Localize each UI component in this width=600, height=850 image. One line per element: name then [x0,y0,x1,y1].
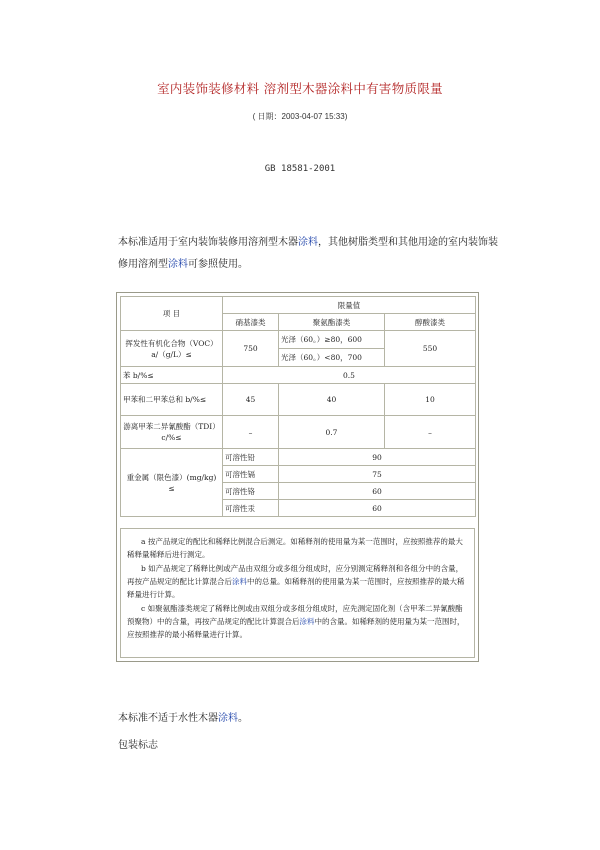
link-coating[interactable]: 涂料 [232,577,247,586]
limits-table [120,296,476,517]
cell-benzene: 0.5 [223,367,476,384]
publish-date: ( 日期：2003-04-07 15:33) [252,112,348,121]
cell-voc-alkyd: 550 [385,331,476,367]
note-c-text-1: c 如聚氨酯漆类规定了稀释比例或由双组分或多组分组成时，应先测定固化剂（含甲苯二异氰酸酯预聚物）中的含量，再按产品规定的配比计算混合后 [127,604,463,626]
link-coating[interactable]: 涂料 [218,713,238,724]
heavy-metal-name: 可溶性镉 [223,466,279,483]
heavy-metal-value: 60 [279,483,476,500]
exclusion-text-2: 。 [238,713,248,724]
row-label-voc: 挥发性有机化合物（VOC）a/（g/L）≤ [121,331,223,367]
heavy-metal-value: 90 [279,449,476,466]
link-coating[interactable]: 涂料 [298,237,318,248]
row-label-toluene: 甲苯和二甲苯总和 b/%≤ [121,384,223,416]
cell-tdi-nitro: – [223,416,279,449]
row-label-heavy-metal: 重金属（限色漆）(mg/kg) ≤ [121,449,223,517]
header-item: 项 目 [121,297,223,331]
cell-voc-nitro: 750 [223,331,279,367]
link-coating[interactable]: 涂料 [299,617,315,626]
intro-paragraph [118,232,498,276]
intro-text-1: 本标准适用于室内装饰装修用溶剂型木器 [118,237,298,248]
header-nitro: 硝基漆类 [223,314,279,331]
header-limit: 限量值 [223,297,476,314]
scope-exclusion [118,708,498,730]
note-c-text-2: 中的含量。如稀释剂的使用量为某一范围时，应按照推荐的最小稀释量进行计算。 [127,617,465,639]
heavy-metal-name: 可溶性铅 [223,449,279,466]
intro-text-2: ，其他树脂类型和其他用途的室内装饰装修用溶剂型 [118,237,498,270]
cell-toluene-pu: 40 [279,384,385,416]
note-b [127,562,468,601]
cell-voc-pu-high: 光泽（60。）≥80，600 [279,331,385,349]
cell-tdi-alkyd: – [385,416,476,449]
heavy-metal-value: 75 [279,466,476,483]
row-label-benzene: 苯 b/%≤ [121,367,223,384]
table-notes [120,528,475,658]
intro-text-3: 可参照使用。 [188,259,248,270]
cell-toluene-nitro: 45 [223,384,279,416]
exclusion-text-1: 本标准不适于水性木器 [118,713,218,724]
header-polyurethane: 聚氨酯漆类 [279,314,385,331]
note-c [127,602,468,641]
cell-toluene-alkyd: 10 [385,384,476,416]
standard-number: GB 18581-2001 [264,164,336,174]
row-label-tdi: 游离甲苯二异氰酸酯（TDI）c/%≤ [121,416,223,449]
cell-voc-pu-low: 光泽（60。）<80，700 [279,349,385,367]
heavy-metal-name: 可溶性铬 [223,483,279,500]
note-b-text-2: 中的总量。如稀释剂的使用量为某一范围时，应按照推荐的最大稀释量进行计算。 [127,577,465,599]
note-a: a 按产品规定的配比和稀释比例混合后测定。如稀释剂的使用量为某一范围时，应按照推荐的最大稀释量稀释后进行测定。 [127,537,463,559]
section-heading-packaging: 包装标志 [118,740,158,751]
heavy-metal-name: 可溶性汞 [223,500,279,517]
note-b-text-1: b 如产品规定了稀释比例或产品由双组分或多组分组成时，应分别测定稀释剂和各组分中的含量，再按产品规定的配比计算混合后 [127,564,464,586]
link-coating[interactable]: 涂料 [168,259,188,270]
cell-tdi-pu: 0.7 [279,416,385,449]
heavy-metal-value: 60 [279,500,476,517]
header-alkyd: 醇酸漆类 [385,314,476,331]
page-title: 室内装饰装修材料 溶剂型木器涂料中有害物质限量 [157,81,443,96]
